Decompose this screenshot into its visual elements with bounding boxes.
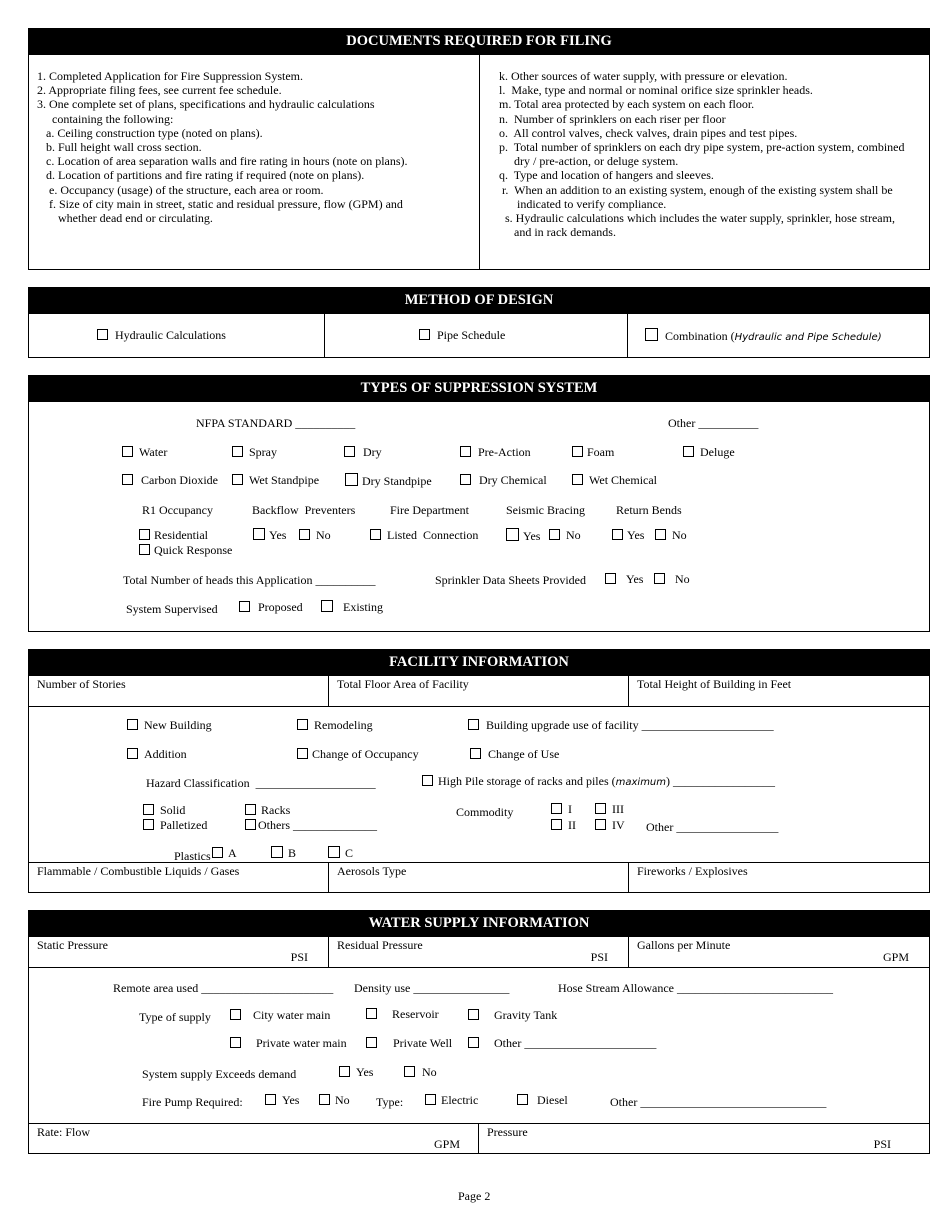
types-section [28, 375, 930, 632]
aerosols-label: Aerosols Type [337, 864, 407, 878]
commodity-2-checkbox[interactable] [551, 819, 562, 830]
dry-standpipe-checkbox[interactable] [345, 473, 358, 486]
list-item: and in rack demands. [499, 225, 616, 240]
water-label: Water [139, 445, 168, 459]
pump-other-field[interactable]: Other _______________________________ [610, 1095, 827, 1109]
documents-title: DOCUMENTS REQUIRED FOR FILING [29, 29, 929, 54]
gravity-tank-checkbox[interactable] [468, 1009, 479, 1020]
residual-psi-label: PSI [590, 950, 608, 964]
others-checkbox[interactable] [245, 819, 256, 830]
list-item: d. Location of partitions and fire rating if required (note on plans). [37, 168, 365, 183]
plastics-label: Plastics [174, 849, 211, 863]
upgrade-field[interactable]: Building upgrade use of facility ______________________ [486, 718, 774, 732]
rate-flow-cell[interactable] [29, 1123, 479, 1154]
backflow-yes-checkbox[interactable] [253, 528, 265, 540]
gravity-tank-label: Gravity Tank [494, 1008, 558, 1022]
floor-area-cell[interactable] [329, 675, 629, 706]
pump-pressure-cell[interactable] [479, 1123, 929, 1154]
list-item: m. Total area protected by each system on each floor. [499, 97, 755, 112]
hazard-field[interactable]: Hazard Classification ____________________ [146, 776, 376, 790]
residual-pressure-label: Residual Pressure [337, 938, 423, 952]
diesel-checkbox[interactable] [517, 1094, 528, 1105]
combination-note: Hydraulic and Pipe Schedule) [734, 332, 882, 343]
list-item: s. Hydraulic calculations which includes the water supply, sprinkler, hose stream, [499, 211, 895, 226]
water-checkbox[interactable] [122, 446, 133, 457]
carbon-dioxide-label: Carbon Dioxide [141, 473, 218, 487]
exceeds-yes-checkbox[interactable] [339, 1066, 350, 1077]
flammable-label: Flammable / Combustible Liquids / Gases [37, 864, 240, 878]
method-section [28, 287, 930, 358]
palletized-label: Palletized [160, 818, 208, 832]
electric-label: Electric [441, 1093, 479, 1107]
foam-label: Foam [587, 445, 615, 459]
return-bends-yes-checkbox[interactable] [612, 529, 623, 540]
spray-checkbox[interactable] [232, 446, 243, 457]
commodity-3-checkbox[interactable] [595, 803, 606, 814]
proposed-checkbox[interactable] [239, 601, 250, 612]
page-number: Page 2 [458, 1189, 491, 1203]
pump-yes-label: Yes [282, 1093, 300, 1107]
supervised-label: System Supervised [126, 602, 218, 616]
remote-area-field[interactable]: Remote area used ______________________ [113, 981, 334, 995]
r1-occupancy-heading: R1 Occupancy [142, 503, 213, 517]
private-well-checkbox[interactable] [366, 1037, 377, 1048]
commodity-other-field[interactable]: Other _________________ [646, 820, 779, 834]
dry-chemical-checkbox[interactable] [460, 474, 471, 485]
fire-pump-label: Fire Pump Required: [142, 1095, 243, 1109]
new-building-label: New Building [144, 718, 212, 732]
pre-action-checkbox[interactable] [460, 446, 471, 457]
backflow-no-label: No [316, 528, 331, 542]
plastics-c-label: C [345, 846, 354, 860]
exceeds-label: System supply Exceeds demand [142, 1067, 297, 1081]
dry-standpipe-label: Dry Standpipe [362, 474, 432, 488]
pipe-schedule-checkbox[interactable] [419, 329, 430, 340]
pipe-schedule-label: Pipe Schedule [437, 328, 506, 342]
wet-standpipe-label: Wet Standpipe [249, 473, 320, 487]
return-bends-heading: Return Bends [616, 503, 682, 517]
racks-label: Racks [261, 803, 291, 817]
documents-section [28, 28, 930, 270]
type-supply-label: Type of supply [139, 1010, 211, 1024]
data-sheets-yes-label: Yes [626, 572, 644, 586]
other-supply-checkbox[interactable] [468, 1037, 479, 1048]
list-item: indicated to verify compliance. [499, 196, 667, 211]
high-pile-note: maximum [615, 777, 667, 788]
list-item: k. Other sources of water supply, with pressure or elevation. [499, 69, 788, 83]
private-well-label: Private Well [393, 1036, 453, 1050]
aerosols-cell[interactable] [329, 862, 629, 893]
commodity-2-label: II [568, 818, 576, 832]
electric-checkbox[interactable] [425, 1094, 436, 1105]
change-occupancy-label: Change of Occupancy [312, 747, 419, 761]
list-item: 3. One complete set of plans, specifications and hydraulic calculations [37, 97, 375, 112]
reservoir-label: Reservoir [392, 1007, 439, 1021]
fireworks-cell[interactable] [629, 862, 929, 893]
seismic-yes-label: Yes [523, 529, 541, 543]
pre-action-label: Pre-Action [478, 445, 531, 459]
private-main-label: Private water main [256, 1036, 347, 1050]
wet-standpipe-checkbox[interactable] [232, 474, 243, 485]
seismic-heading: Seismic Bracing [506, 503, 585, 517]
high-pile-checkbox[interactable] [422, 775, 433, 786]
deluge-checkbox[interactable] [683, 446, 694, 457]
existing-checkbox[interactable] [321, 600, 333, 612]
gpm-cell[interactable] [629, 936, 929, 967]
list-item: n. Number of sprinklers on each riser per floor [499, 111, 726, 126]
pump-pressure-label: Pressure [487, 1125, 528, 1139]
commodity-4-label: IV [612, 818, 625, 832]
racks-checkbox[interactable] [245, 804, 256, 815]
plastics-b-label: B [288, 846, 297, 860]
addition-checkbox[interactable] [127, 748, 138, 759]
pump-psi-label: PSI [873, 1137, 891, 1151]
height-cell[interactable] [629, 675, 929, 706]
commodity-label: Commodity [456, 805, 514, 819]
water-section [28, 910, 930, 1154]
documents-right-list [499, 69, 905, 239]
spray-label: Spray [249, 445, 277, 459]
plastics-c-checkbox[interactable] [328, 846, 340, 858]
seismic-no-label: No [566, 528, 581, 542]
city-main-checkbox[interactable] [230, 1009, 241, 1020]
quick-response-checkbox[interactable] [139, 544, 150, 555]
commodity-4-checkbox[interactable] [595, 819, 606, 830]
residential-checkbox[interactable] [139, 529, 150, 540]
list-item: e. Occupancy (usage) of the structure, each area or room. [37, 182, 324, 197]
wet-chemical-label: Wet Chemical [589, 473, 658, 487]
nfpa-standard-field[interactable]: NFPA STANDARD __________ [196, 416, 356, 430]
list-item: c. Location of area separation walls and fire rating in hours (note on plans). [37, 154, 408, 169]
listed-connection-label: Listed Connection [387, 528, 479, 542]
city-main-label: City water main [253, 1008, 331, 1022]
solid-label: Solid [160, 803, 186, 817]
change-use-checkbox[interactable] [470, 748, 481, 759]
plastics-b-checkbox[interactable] [271, 846, 283, 858]
wet-chemical-checkbox[interactable] [572, 474, 583, 485]
exceeds-no-checkbox[interactable] [404, 1066, 415, 1077]
height-label: Total Height of Building in Feet [637, 677, 792, 691]
other-type-field[interactable]: Other __________ [668, 416, 759, 430]
commodity-3-label: III [612, 802, 624, 816]
seismic-no-checkbox[interactable] [549, 529, 560, 540]
remodeling-checkbox[interactable] [297, 719, 308, 730]
list-item: r. When an addition to an existing system, enough of the existing system shall be [499, 182, 893, 197]
commodity-1-label: I [568, 802, 572, 816]
new-building-checkbox[interactable] [127, 719, 138, 730]
dry-chemical-label: Dry Chemical [479, 473, 547, 487]
gpm-label: Gallons per Minute [637, 938, 731, 952]
list-item: 2. Appropriate filing fees, see current fee schedule. [37, 83, 282, 98]
density-field[interactable]: Density use ________________ [354, 981, 510, 995]
deluge-label: Deluge [700, 445, 735, 459]
pump-no-checkbox[interactable] [319, 1094, 330, 1105]
return-bends-no-label: No [672, 528, 687, 542]
proposed-label: Proposed [258, 600, 303, 614]
total-heads-field[interactable]: Total Number of heads this Application __________ [123, 573, 376, 587]
return-bends-yes-label: Yes [627, 528, 645, 542]
static-psi-label: PSI [290, 950, 308, 964]
reservoir-checkbox[interactable] [366, 1008, 377, 1019]
list-item: whether dead end or circulating. [37, 211, 213, 226]
list-item: a. Ceiling construction type (noted on plans). [37, 125, 263, 140]
high-pile-label: High Pile storage of racks and piles ( [438, 774, 616, 788]
data-sheets-label: Sprinkler Data Sheets Provided [435, 573, 586, 587]
list-item: 1. Completed Application for Fire Suppression System. [37, 69, 303, 83]
list-item: o. All control valves, check valves, drain pipes and test pipes. [499, 125, 798, 140]
exceeds-no-label: No [422, 1065, 437, 1079]
addition-label: Addition [144, 747, 187, 761]
rate-gpm-label: GPM [433, 1137, 460, 1151]
types-title: TYPES OF SUPPRESSION SYSTEM [29, 376, 929, 401]
plastics-a-label: A [228, 846, 237, 860]
upgrade-checkbox[interactable] [468, 719, 479, 730]
hydraulic-label: Hydraulic Calculations [115, 328, 226, 342]
list-item: dry / pre-action, or deluge system. [499, 154, 679, 169]
residual-pressure-cell[interactable] [329, 936, 629, 967]
plastics-a-checkbox[interactable] [212, 847, 223, 858]
stories-label: Number of Stories [37, 677, 126, 691]
foam-checkbox[interactable] [572, 446, 583, 457]
water-title: WATER SUPPLY INFORMATION [29, 911, 929, 936]
palletized-checkbox[interactable] [143, 819, 154, 830]
carbon-dioxide-checkbox[interactable] [122, 474, 133, 485]
facility-section [28, 649, 930, 893]
change-use-label: Change of Use [488, 747, 560, 761]
list-item: b. Full height wall cross section. [37, 140, 202, 155]
rate-flow-label: Rate: Flow [37, 1125, 90, 1139]
flammable-cell[interactable] [29, 862, 329, 893]
method-title: METHOD OF DESIGN [29, 288, 929, 313]
floor-area-label: Total Floor Area of Facility [337, 677, 469, 691]
combination-label: Combination ( [665, 329, 735, 343]
remodeling-label: Remodeling [314, 718, 373, 732]
gpm-unit-label: GPM [882, 950, 909, 964]
quick-response-label: Quick Response [154, 543, 233, 557]
stories-cell[interactable] [29, 675, 329, 706]
data-sheets-yes-checkbox[interactable] [605, 573, 616, 584]
solid-checkbox[interactable] [143, 804, 154, 815]
hose-stream-field[interactable]: Hose Stream Allowance __________________________ [558, 981, 833, 995]
fire-department-heading: Fire Department [390, 503, 469, 517]
pump-no-label: No [335, 1093, 350, 1107]
static-pressure-cell[interactable] [29, 936, 329, 967]
fireworks-label: Fireworks / Explosives [637, 864, 748, 878]
list-item: f. Size of city main in street, static and residual pressure, flow (GPM) and [37, 196, 403, 211]
pump-type-label: Type: [376, 1095, 404, 1109]
change-occupancy-checkbox[interactable] [297, 748, 308, 759]
listed-connection-checkbox[interactable] [370, 529, 381, 540]
list-item: containing the following: [37, 111, 174, 126]
list-item: l. Make, type and normal or nominal orifice size sprinkler heads. [499, 83, 813, 98]
residential-label: Residential [154, 528, 208, 542]
seismic-yes-checkbox[interactable] [506, 528, 519, 541]
static-pressure-label: Static Pressure [37, 938, 108, 952]
data-sheets-no-checkbox[interactable] [654, 573, 665, 584]
high-pile-field[interactable]: ) _________________ [666, 774, 776, 788]
documents-left-list [37, 69, 408, 225]
list-item: p. Total number of sprinklers on each dry pipe system, pre-action system, combined [499, 140, 905, 155]
data-sheets-no-label: No [675, 572, 690, 586]
list-item: q. Type and location of hangers and sleeves. [499, 168, 714, 183]
backflow-no-checkbox[interactable] [299, 529, 310, 540]
exceeds-yes-label: Yes [356, 1065, 374, 1079]
combination-checkbox[interactable] [645, 328, 658, 341]
existing-label: Existing [343, 600, 384, 614]
hydraulic-checkbox[interactable] [97, 329, 108, 340]
other-supply-field[interactable]: Other ______________________ [494, 1036, 657, 1050]
private-main-checkbox[interactable] [230, 1037, 241, 1048]
facility-title: FACILITY INFORMATION [29, 650, 929, 675]
diesel-label: Diesel [537, 1093, 568, 1107]
backflow-yes-label: Yes [269, 528, 287, 542]
commodity-1-checkbox[interactable] [551, 803, 562, 814]
dry-checkbox[interactable] [344, 446, 355, 457]
others-field[interactable]: Others ______________ [258, 818, 377, 832]
dry-label: Dry [363, 445, 382, 459]
pump-yes-checkbox[interactable] [265, 1094, 276, 1105]
backflow-heading: Backflow Preventers [252, 503, 356, 517]
return-bends-no-checkbox[interactable] [655, 529, 666, 540]
